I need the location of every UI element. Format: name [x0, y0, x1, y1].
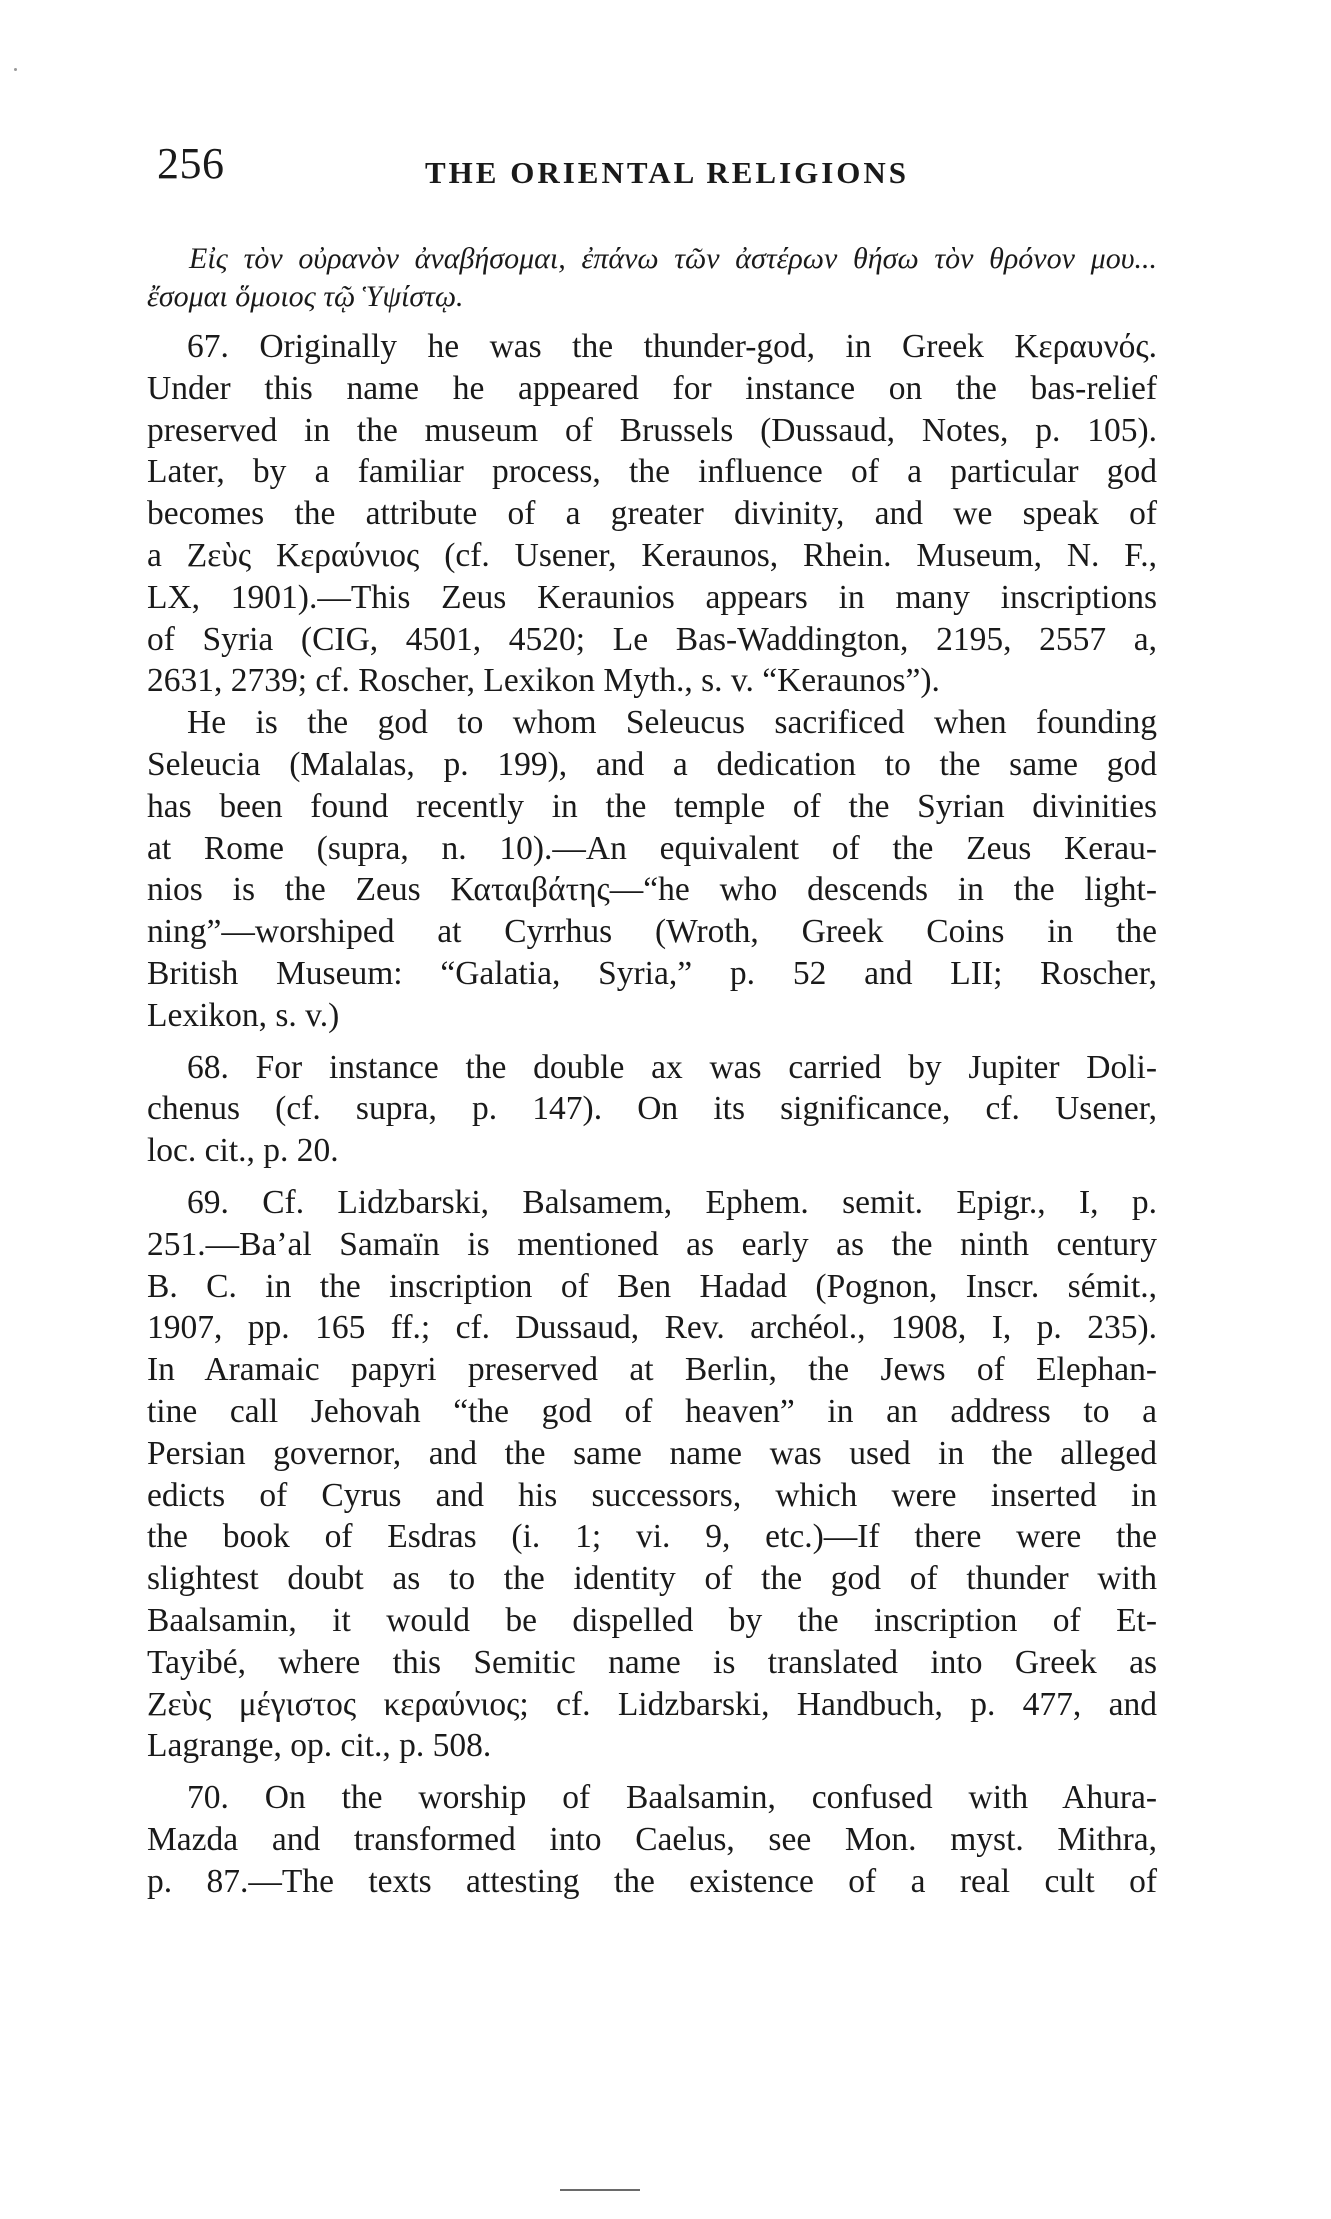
text-line: loc. cit., p. 20. — [147, 1132, 339, 1170]
footnote-text-block — [147, 240, 1157, 1902]
text-line: Under this name he appeared for instance on the bas-relief — [147, 369, 1157, 407]
text-line: at Rome (supra, n. 10).—An equivalent of the Zeus Kerau- — [147, 829, 1157, 867]
bottom-rule — [560, 2189, 640, 2191]
text-line: 251.—Ba’al Samaïn is mentioned as early as the ninth century — [147, 1225, 1157, 1263]
running-head: THE ORIENTAL RELIGIONS — [425, 155, 910, 190]
text-line: In Aramaic papyri preserved at Berlin, the Jews of Elephan- — [147, 1351, 1157, 1389]
text-line: 67. Originally he was the thunder-god, in Greek Κεραυνός. — [187, 328, 1157, 365]
text-line: Persian governor, and the same name was used in the alleged — [147, 1434, 1157, 1472]
text-line: p. 87.—The texts attesting the existence of a real cult of — [147, 1862, 1157, 1900]
text-line: 69. Cf. Lidzbarski, Balsamem, Ephem. semit. Epigr., I, p. — [187, 1183, 1157, 1221]
greek-quotation — [147, 240, 1157, 316]
text-line: British Museum: “Galatia, Syria,” p. 52 and LII; Roscher, — [147, 954, 1157, 992]
text-line: 68. For instance the double ax was carried by Jupiter Doli- — [187, 1048, 1157, 1086]
quote-line: ἔσομαι ὅμοιος τῷ Ὑψίστῳ. — [147, 280, 464, 313]
text-line: edicts of Cyrus and his successors, which were inserted in — [147, 1476, 1157, 1514]
text-line: Baalsamin, it would be dispelled by the inscription of Et- — [147, 1601, 1157, 1639]
note-67-continuation — [147, 702, 1157, 1036]
text-line: Lagrange, op. cit., p. 508. — [147, 1727, 492, 1765]
note-69 — [147, 1182, 1157, 1767]
text-line: tine call Jehovah “the god of heaven” in an address to a — [147, 1392, 1157, 1430]
text-line: the book of Esdras (i. 1; vi. 9, etc.)—If there were the — [147, 1518, 1157, 1556]
note-70 — [147, 1777, 1157, 1902]
text-line: LX, 1901).—This Zeus Keraunios appears in many inscriptions — [147, 578, 1157, 616]
text-line: preserved in the museum of Brussels (Dussaud, Notes, p. 105). — [147, 411, 1157, 449]
scan-speck — [14, 68, 17, 71]
text-line: 70. On the worship of Baalsamin, confused with Ahura- — [187, 1779, 1157, 1817]
text-line: Mazda and transformed into Caelus, see Mon. myst. Mithra, — [147, 1820, 1157, 1858]
text-line: a Ζεὺς Κεραύνιος (cf. Usener, Keraunos, Rhein. Museum, N. F., — [147, 536, 1157, 574]
text-line: 1907, pp. 165 ff.; cf. Dussaud, Rev. archéol., 1908, I, p. 235). — [147, 1309, 1157, 1347]
text-line: 2631, 2739; cf. Roscher, Lexikon Myth., s. v. “Keraunos”). — [147, 662, 940, 700]
text-line: B. C. in the inscription of Ben Hadad (Pognon, Inscr. sémit., — [147, 1267, 1157, 1305]
text-line: chenus (cf. supra, p. 147). On its significance, cf. Usener, — [147, 1090, 1157, 1128]
text-line: Lexikon, s. v.) — [147, 996, 340, 1034]
quote-line: Εἰς τὸν οὐρανὸν ἀναβήσομαι, ἐπάνω τῶν ἀστέρων θήσω τὸν θρόνον μου... — [189, 242, 1157, 275]
note-68 — [147, 1047, 1157, 1172]
text-line: of Syria (CIG, 4501, 4520; Le Bas-Waddington, 2195, 2557 a, — [147, 620, 1157, 658]
text-line: Later, by a familiar process, the influence of a particular god — [147, 453, 1157, 491]
page-number: 256 — [157, 139, 225, 188]
text-line: slightest doubt as to the identity of the god of thunder with — [147, 1560, 1157, 1598]
text-line: Ζεὺς μέγιστος κεραύνιος; cf. Lidzbarski, Handbuch, p. 477, and — [147, 1685, 1157, 1723]
text-line: Seleucia (Malalas, p. 199), and a dedication to the same god — [147, 745, 1157, 783]
text-line: nios is the Zeus Καταιβάτης—“he who descends in the light- — [147, 871, 1157, 909]
text-line: becomes the attribute of a greater divinity, and we speak of — [147, 495, 1157, 533]
note-67 — [147, 326, 1157, 702]
text-line: Tayibé, where this Semitic name is translated into Greek as — [147, 1643, 1157, 1681]
text-line: He is the god to whom Seleucus sacrificed when founding — [187, 704, 1157, 742]
text-line: ning”—worshiped at Cyrrhus (Wroth, Greek Coins in the — [147, 913, 1157, 951]
text-line: has been found recently in the temple of the Syrian divinities — [147, 787, 1157, 825]
